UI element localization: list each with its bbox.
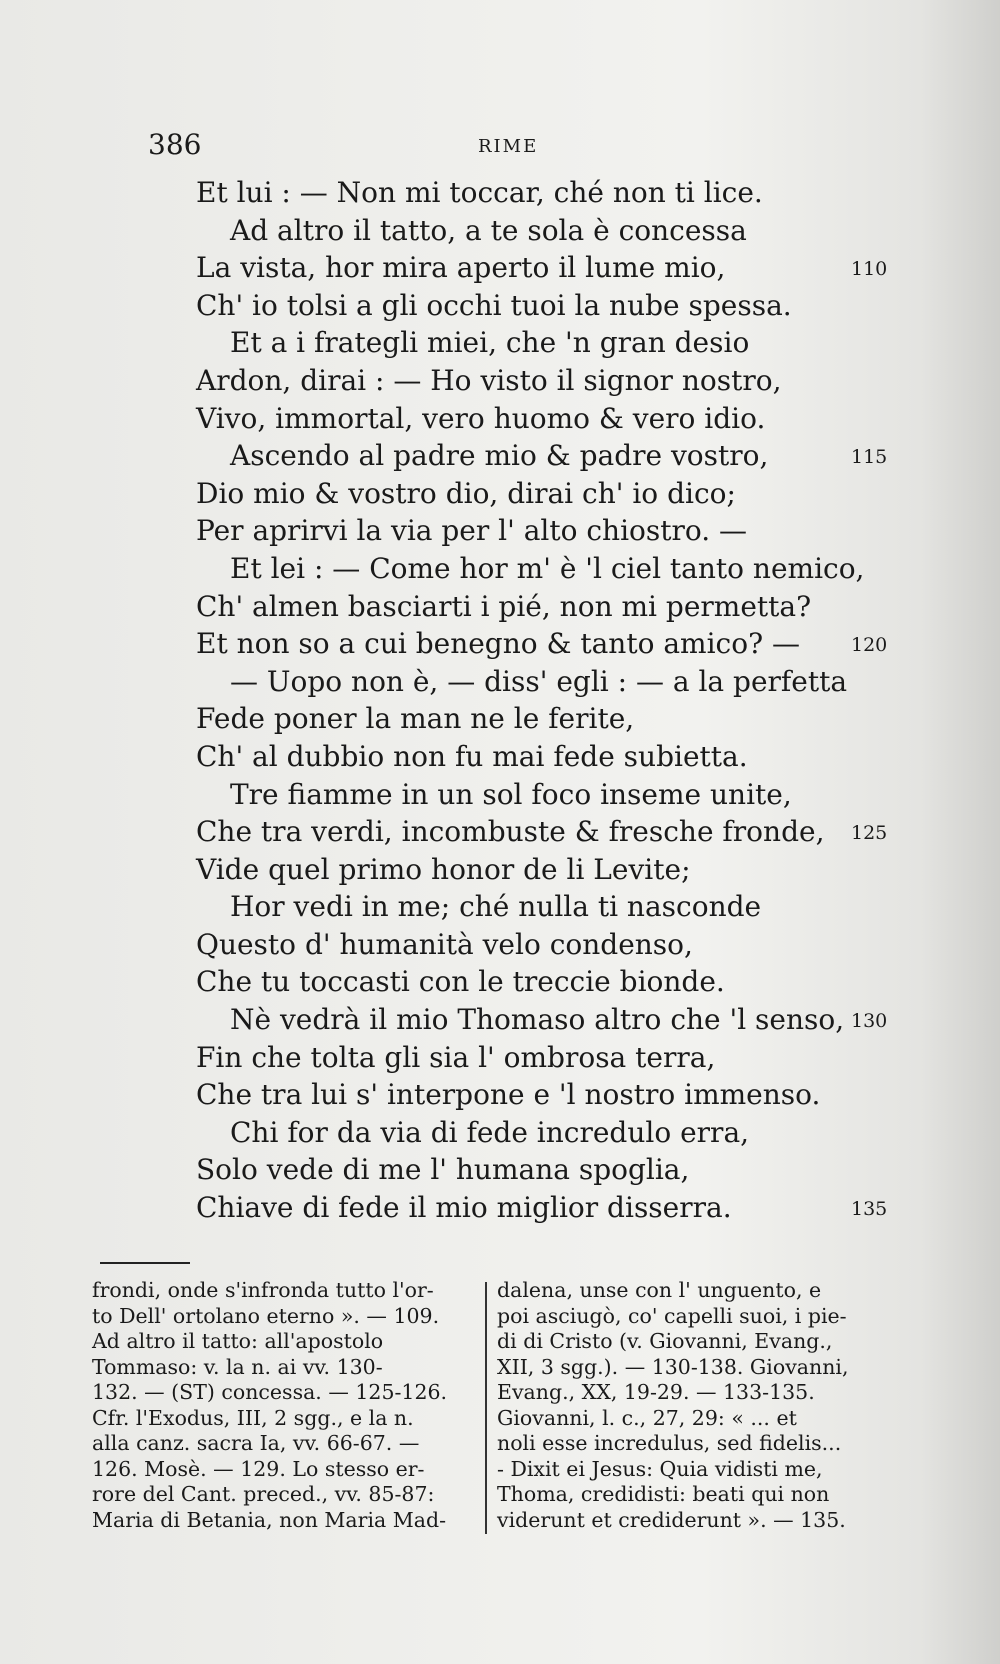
verse-line bbox=[196, 1039, 856, 1077]
poem-verses bbox=[196, 174, 888, 1227]
verse-text: Questo d' humanità velo condenso, bbox=[196, 927, 693, 961]
verse-line bbox=[196, 1114, 856, 1152]
verse-line bbox=[196, 249, 888, 287]
verse-text: Chi for da via di fede incredulo erra, bbox=[230, 1115, 750, 1149]
verse-line bbox=[196, 888, 856, 926]
verse-line bbox=[196, 663, 856, 701]
verse-text: Chiave di fede il mio miglior disserra. bbox=[196, 1191, 732, 1225]
verse-line bbox=[196, 1076, 856, 1114]
verse-text: Che tra lui s' interpone e 'l nostro immenso. bbox=[196, 1078, 821, 1112]
footnote-line: noli esse incredulus, sed fidelis... bbox=[497, 1431, 842, 1455]
footnote-line: Cfr. l'Exodus, III, 2 sgg., e la n. bbox=[92, 1405, 414, 1430]
footnote-line: 132. — (ST) concessa. — 125-126. bbox=[92, 1380, 448, 1404]
verse-text: Nè vedrà il mio Thomaso altro che 'l senso, bbox=[230, 1003, 845, 1037]
verse-line bbox=[196, 174, 856, 212]
page-number: 386 bbox=[148, 128, 202, 161]
verse-line bbox=[196, 1001, 888, 1039]
verse-line bbox=[196, 738, 856, 776]
line-number: 125 bbox=[851, 822, 888, 845]
verse-line bbox=[196, 588, 856, 626]
verse-text: Fin che tolta gli sia l' ombrosa terra, bbox=[196, 1040, 716, 1074]
line-number: 115 bbox=[851, 446, 888, 469]
footnote-line: viderunt et crediderunt ». — 135. bbox=[497, 1507, 846, 1532]
verse-text: Tre fiamme in un sol foco inseme unite, bbox=[230, 777, 792, 811]
footnote-line: rore del Cant. preced., vv. 85-87: bbox=[92, 1482, 435, 1506]
footnote-line: alla canz. sacra Ia, vv. 66-67. — bbox=[92, 1431, 420, 1455]
verse-line bbox=[196, 475, 856, 513]
verse-line bbox=[196, 362, 856, 400]
page-header bbox=[148, 128, 860, 168]
footnote-line: frondi, onde s'infronda tutto l'or- bbox=[92, 1278, 434, 1302]
verse-text: Et lui : — Non mi toccar, ché non ti lice. bbox=[196, 176, 763, 209]
verse-line bbox=[196, 287, 856, 325]
verse-text: Che tu toccasti con le treccie bionde. bbox=[196, 965, 725, 999]
verse-line bbox=[196, 1151, 856, 1189]
verse-text: Ardon, dirai : — Ho visto il signor nostro, bbox=[196, 363, 782, 397]
footnote-line: 126. Mosè. — 129. Lo stesso er- bbox=[92, 1456, 425, 1481]
verse-text: Vide quel primo honor de li Levite; bbox=[196, 852, 691, 886]
line-number: 110 bbox=[851, 258, 888, 281]
footnote-line: - Dixit ei Jesus: Quia vidisti me, bbox=[497, 1456, 823, 1481]
footnote-line: XII, 3 sgg.). — 130-138. Giovanni, bbox=[497, 1354, 849, 1379]
verse-text: La vista, hor mira aperto il lume mio, bbox=[196, 251, 726, 285]
verse-line bbox=[196, 512, 856, 550]
verse-line bbox=[196, 700, 856, 738]
line-number: 135 bbox=[851, 1198, 888, 1221]
footnotes-right-column bbox=[497, 1278, 887, 1533]
verse-text: Ad altro il tatto, a te sola è concessa bbox=[230, 213, 747, 247]
footnote-line: Giovanni, l. c., 27, 29: « ... et bbox=[497, 1405, 797, 1430]
verse-text: Ch' io tolsi a gli occhi tuoi la nube spessa. bbox=[196, 288, 792, 322]
footnote-line: Thoma, credidisti: beati qui non bbox=[497, 1482, 830, 1506]
verse-text: Ascendo al padre mio & padre vostro, bbox=[230, 439, 769, 473]
verse-line bbox=[196, 851, 856, 889]
line-number: 120 bbox=[851, 634, 888, 657]
verse-line bbox=[196, 550, 865, 588]
verse-text: Dio mio & vostro dio, dirai ch' io dico; bbox=[196, 476, 736, 510]
verse-text: Et a i frategli miei, che 'n gran desio bbox=[230, 326, 750, 360]
verse-text: Solo vede di me l' humana spoglia, bbox=[196, 1153, 690, 1187]
footnote-line: poi asciugò, co' capelli suoi, i pie- bbox=[497, 1303, 847, 1328]
verse-text: Che tra verdi, incombuste & fresche fronde, bbox=[196, 815, 825, 849]
verse-line bbox=[196, 212, 856, 250]
verse-line bbox=[196, 625, 888, 663]
footnote-line: Evang., XX, 19-29. — 133-135. bbox=[497, 1380, 815, 1404]
column-divider bbox=[485, 1282, 487, 1534]
verse-line bbox=[196, 963, 856, 1001]
verse-text: Ch' almen basciarti i pié, non mi permetta? bbox=[196, 589, 812, 623]
verse-line bbox=[196, 1189, 888, 1227]
verse-text: Vivo, immortal, vero huomo & vero idio. bbox=[196, 401, 766, 435]
verse-text: Hor vedi in me; ché nulla ti nasconde bbox=[230, 890, 762, 924]
verse-text: Et non so a cui benegno & tanto amico? — bbox=[196, 627, 800, 661]
verse-line bbox=[196, 437, 888, 475]
verse-line bbox=[196, 776, 856, 814]
footnote-line: Tommaso: v. la n. ai vv. 130- bbox=[92, 1354, 383, 1379]
verse-line bbox=[196, 926, 856, 964]
footnote-rule bbox=[100, 1262, 190, 1264]
footnote-line: dalena, unse con l' unguento, e bbox=[497, 1278, 822, 1302]
verse-text: Et lei : — Come hor m' è 'l ciel tanto nemico, bbox=[230, 551, 865, 585]
verse-text: Fede poner la man ne le ferite, bbox=[196, 702, 635, 736]
footnote-line: Ad altro il tatto: all'apostolo bbox=[92, 1329, 384, 1353]
verse-line bbox=[196, 324, 856, 362]
verse-text: Ch' al dubbio non fu mai fede subietta. bbox=[196, 739, 748, 773]
footnote-line: Maria di Betania, non Maria Mad- bbox=[92, 1507, 447, 1532]
footnotes bbox=[92, 1278, 892, 1538]
footnote-line: di di Cristo (v. Giovanni, Evang., bbox=[497, 1329, 833, 1353]
line-number: 130 bbox=[851, 1010, 888, 1033]
footnotes-left-column bbox=[92, 1278, 477, 1533]
footnote-line: to Dell' ortolano eterno ». — 109. bbox=[92, 1303, 440, 1328]
verse-text: Per aprirvi la via per l' alto chiostro. — bbox=[196, 514, 748, 548]
verse-line bbox=[196, 400, 856, 438]
verse-line bbox=[196, 813, 888, 851]
verse-text: — Uopo non è, — diss' egli : — a la perfetta bbox=[230, 664, 848, 698]
running-head: RIME bbox=[478, 136, 539, 157]
